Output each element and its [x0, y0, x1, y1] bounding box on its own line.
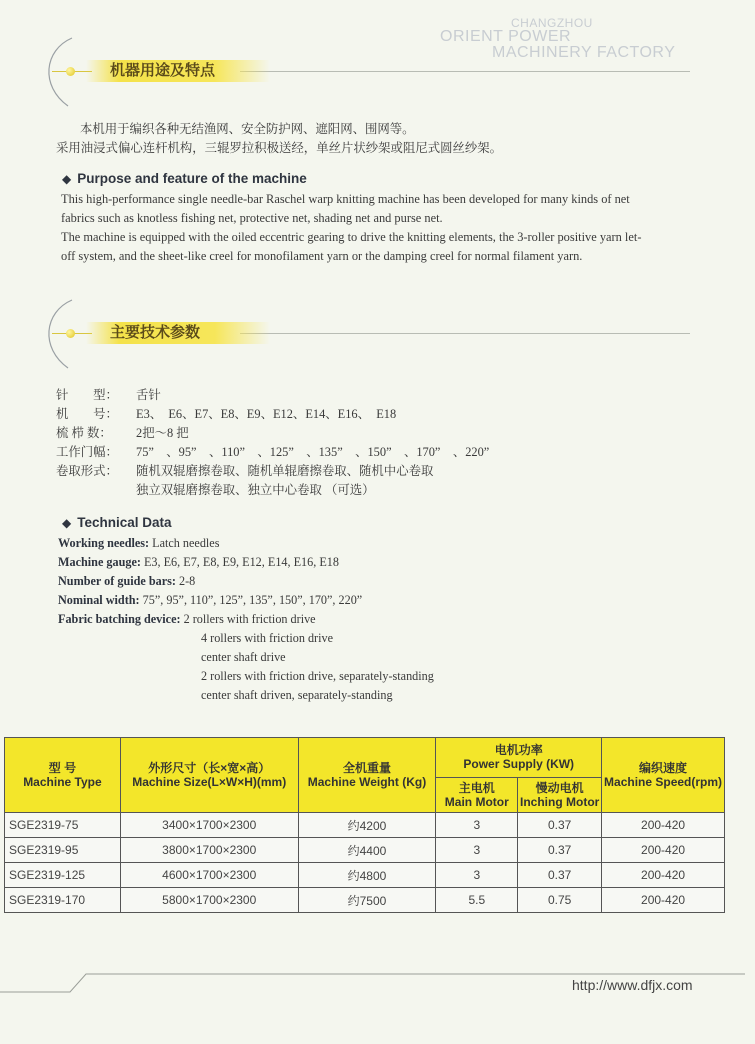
en-spec-list	[58, 534, 362, 629]
cn-spec-list	[56, 386, 489, 500]
section-divider	[240, 71, 690, 72]
batching-item: center shaft drive	[201, 650, 286, 664]
header-inching-motor: 慢动电机 Inching Motor	[518, 777, 602, 812]
purpose-heading	[62, 171, 307, 186]
en-spec-row: Nominal width: 75”, 95”, 110”, 125”, 135”, 150”, 170”, 220”	[58, 593, 363, 607]
cn-paragraph-2: 采用油浸式偏心连杆机构，三辊罗拉积极送经，单丝片状纱架或阻尼式圆丝纱架。	[56, 141, 503, 155]
header-power-supply: 电机功率 Power Supply (KW)	[436, 738, 602, 778]
section-title-purpose: 机器用途及特点	[86, 60, 270, 82]
en-spec-row: Number of guide bars: 2-8	[58, 574, 196, 588]
machine-spec-table	[4, 737, 725, 913]
en-spec-row: Machine gauge: E3, E6, E7, E8, E9, E12, E14, E16, E18	[58, 555, 339, 569]
batching-item: 4 rollers with friction drive	[201, 631, 333, 645]
diamond-bullet-icon: ◆	[62, 516, 72, 530]
bullet-dot-icon	[66, 329, 75, 338]
cn-spec-row: 机 号： E3、 E6、E7、E8、E9、E12、E14、E16、 E18	[56, 407, 397, 421]
en-paragraph-line: fabrics such as knotless fishing net, protective net, shading net and purse net.	[61, 211, 443, 225]
cn-spec-row: 针 型： 舌针	[56, 388, 161, 402]
technical-heading	[62, 515, 172, 530]
batching-list	[201, 629, 434, 705]
technical-heading-text: Technical Data	[77, 515, 172, 530]
en-spec-row: Fabric batching device: 2 rollers with friction drive	[58, 612, 316, 626]
en-spec-row: Working needles: Latch needles	[58, 536, 220, 550]
header-machine-size: 外形尺寸（长×宽×高） Machine Size(L×W×H)(mm)	[120, 738, 298, 813]
section-title-specs: 主要技术参数	[86, 322, 270, 344]
batching-item: 2 rollers with friction drive, separately-standing	[201, 669, 434, 683]
cn-spec-row: 卷取形式： 随机双辊磨擦卷取、随机单辊磨擦卷取、随机中心卷取	[56, 464, 434, 478]
en-paragraph-line: The machine is equipped with the oiled eccentric gearing to drive the knitting elements, the 3-roller positive yarn let-	[61, 230, 642, 244]
header-machine-type: 型 号 Machine Type	[5, 738, 121, 813]
en-paragraph-line: This high-performance single needle-bar Raschel warp knitting machine has been developed for many kinds of net	[61, 192, 630, 206]
cn-spec-row: 梳 栉 数： 2把～8 把	[56, 426, 189, 440]
header-factory: MACHINERY FACTORY	[492, 44, 676, 61]
header-machine-weight: 全机重量 Machine Weight (Kg)	[298, 738, 436, 813]
table-row: SGE2319-170 5800×1700×2300 约7500 5.5 0.75 200-420	[5, 888, 725, 913]
batching-item: center shaft driven, separately-standing	[201, 688, 393, 702]
en-paragraph-line: off system, and the sheet-like creel for monofilament yarn or the damping creel for normal filament yarn.	[61, 249, 583, 263]
table-row: SGE2319-75 3400×1700×2300 约4200 3 0.37 200-420	[5, 813, 725, 838]
bullet-dot-icon	[66, 67, 75, 76]
cn-spec-row: 独立双辊磨擦卷取、独立中心卷取 （可选）	[136, 483, 375, 497]
section-divider	[240, 333, 690, 334]
table-row: SGE2319-125 4600×1700×2300 约4800 3 0.37 200-420	[5, 863, 725, 888]
purpose-heading-text: Purpose and feature of the machine	[77, 171, 307, 186]
header-company: ORIENT POWER	[440, 28, 572, 45]
header-city: CHANGZHOU	[511, 16, 593, 30]
header-main-motor: 主电机 Main Motor	[436, 777, 518, 812]
cn-spec-row: 工作门幅： 75” 、95” 、110” 、125” 、135” 、150” 、170” 、220”	[56, 445, 490, 459]
header-machine-speed: 编织速度 Machine Speed(rpm)	[602, 738, 725, 813]
diamond-bullet-icon: ◆	[62, 172, 72, 186]
cn-paragraph-1: 本机用于编织各种无结渔网、安全防护网、遮阳网、围网等。	[80, 122, 415, 136]
footer-url: http://www.dfjx.com	[572, 977, 693, 993]
table-row: SGE2319-95 3800×1700×2300 约4400 3 0.37 200-420	[5, 838, 725, 863]
